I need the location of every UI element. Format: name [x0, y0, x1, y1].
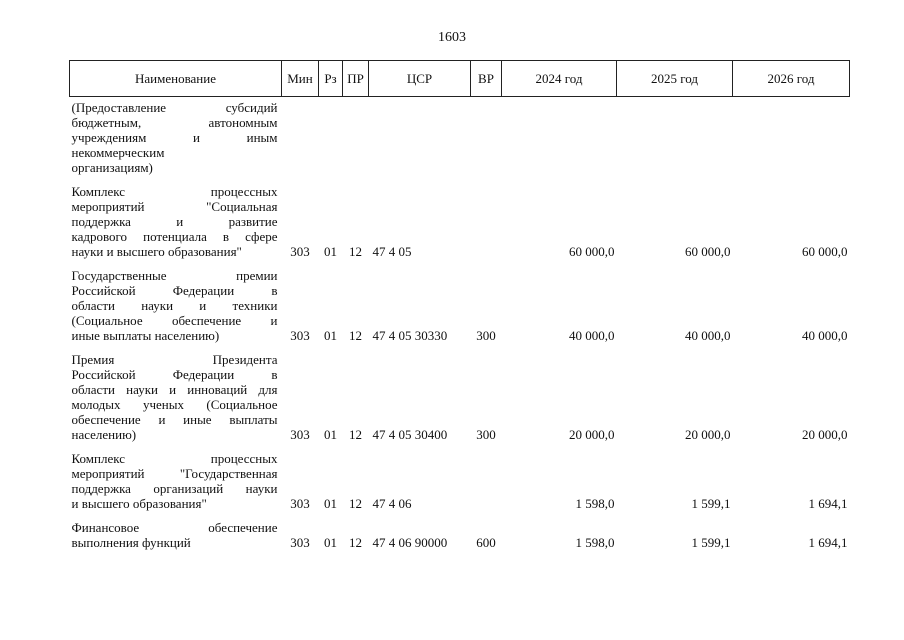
cell-csr: 47 4 05	[372, 244, 412, 259]
cell-name	[70, 517, 282, 556]
cell-name	[70, 448, 282, 517]
cell-2025: 40 000,0	[685, 328, 731, 343]
cell-vr: 300	[476, 427, 496, 442]
table-row	[70, 265, 850, 349]
header-pr: ПР	[343, 61, 369, 97]
header-csr: ЦСР	[369, 61, 471, 97]
cell-rz: 01	[324, 328, 337, 343]
cell-min	[282, 97, 319, 182]
cell-2026: 1 694,1	[808, 535, 848, 550]
cell-min: 303	[290, 328, 310, 343]
cell-vr: 600	[476, 535, 496, 550]
name-line: науки и высшего образования"	[71, 244, 242, 259]
name-line: Российской Федерации в	[71, 283, 278, 298]
cell-2025: 1 599,1	[691, 496, 731, 511]
name-line: (Социальное обеспечение и	[71, 313, 278, 328]
name-line: Комплекс процессных	[71, 184, 278, 199]
name-line: обеспечение и иные выплаты	[71, 412, 278, 427]
name-line: Финансовое обеспечение	[71, 520, 278, 535]
page-number: 1603	[438, 30, 466, 45]
cell-pr: 12	[349, 244, 362, 259]
cell-2024	[502, 97, 617, 182]
header-rz: Рз	[319, 61, 343, 97]
cell-2024: 40 000,0	[569, 328, 615, 343]
name-line: кадрового потенциала в сфере	[71, 229, 278, 244]
name-line: Государственные премии	[71, 268, 278, 283]
name-line: области науки и инноваций для	[71, 382, 278, 397]
cell-2026: 20 000,0	[802, 427, 848, 442]
cell-pr: 12	[349, 535, 362, 550]
table-row	[70, 349, 850, 448]
name-line: (Предоставление субсидий	[71, 100, 278, 115]
header-2024: 2024 год	[502, 61, 617, 97]
cell-vr	[471, 181, 502, 265]
cell-2025: 20 000,0	[685, 427, 731, 442]
cell-name	[70, 97, 282, 182]
table-row	[70, 517, 850, 556]
budget-table	[69, 60, 850, 556]
name-line: иные выплаты населению)	[71, 328, 220, 343]
cell-name	[70, 181, 282, 265]
header-name: Наименование	[70, 61, 282, 97]
name-line: мероприятий "Государственная	[71, 466, 278, 481]
cell-2024: 1 598,0	[575, 535, 615, 550]
name-line: выполнения функций	[71, 535, 191, 550]
table-row	[70, 97, 850, 182]
name-line: некоммерческим	[71, 145, 165, 160]
name-line: области науки и техники	[71, 298, 278, 313]
cell-2024: 60 000,0	[569, 244, 615, 259]
table-body	[70, 97, 850, 557]
cell-2026: 40 000,0	[802, 328, 848, 343]
cell-min: 303	[290, 244, 310, 259]
name-line: мероприятий "Социальная	[71, 199, 278, 214]
cell-csr	[369, 97, 471, 182]
table-row	[70, 448, 850, 517]
name-line: Премия Президента	[71, 352, 278, 367]
cell-min: 303	[290, 535, 310, 550]
cell-2024: 1 598,0	[575, 496, 615, 511]
cell-pr: 12	[349, 328, 362, 343]
table-header-row	[70, 61, 850, 97]
cell-name	[70, 265, 282, 349]
cell-csr: 47 4 06 90000	[372, 535, 448, 550]
table-row	[70, 181, 850, 265]
cell-rz: 01	[324, 244, 337, 259]
cell-pr: 12	[349, 427, 362, 442]
cell-min: 303	[290, 496, 310, 511]
cell-2024: 20 000,0	[569, 427, 615, 442]
name-line: Комплекс процессных	[71, 451, 278, 466]
name-line: учреждениям и иным	[71, 130, 278, 145]
name-line: Российской Федерации в	[71, 367, 278, 382]
header-2026: 2026 год	[733, 61, 850, 97]
cell-rz: 01	[324, 535, 337, 550]
name-line: поддержка и развитие	[71, 214, 278, 229]
cell-min: 303	[290, 427, 310, 442]
cell-2025	[617, 97, 733, 182]
cell-vr: 300	[476, 328, 496, 343]
cell-2025: 1 599,1	[691, 535, 731, 550]
cell-vr	[471, 97, 502, 182]
name-line: населению)	[71, 427, 137, 442]
cell-vr	[471, 448, 502, 517]
cell-2026	[733, 97, 850, 182]
cell-2026: 60 000,0	[802, 244, 848, 259]
name-line: поддержка организаций науки	[71, 481, 278, 496]
name-line: бюджетным, автономным	[71, 115, 278, 130]
header-vr: ВР	[471, 61, 502, 97]
cell-rz: 01	[324, 427, 337, 442]
cell-csr: 47 4 05 30330	[372, 328, 448, 343]
cell-2026: 1 694,1	[808, 496, 848, 511]
cell-rz: 01	[324, 496, 337, 511]
cell-rz	[319, 97, 343, 182]
cell-pr	[343, 97, 369, 182]
cell-csr: 47 4 06	[372, 496, 412, 511]
name-line: организациям)	[71, 160, 153, 175]
cell-csr: 47 4 05 30400	[372, 427, 448, 442]
name-line: молодых ученых (Социальное	[71, 397, 278, 412]
cell-2025: 60 000,0	[685, 244, 731, 259]
cell-name	[70, 349, 282, 448]
header-2025: 2025 год	[617, 61, 733, 97]
cell-pr: 12	[349, 496, 362, 511]
header-min: Мин	[282, 61, 319, 97]
name-line: и высшего образования"	[71, 496, 207, 511]
